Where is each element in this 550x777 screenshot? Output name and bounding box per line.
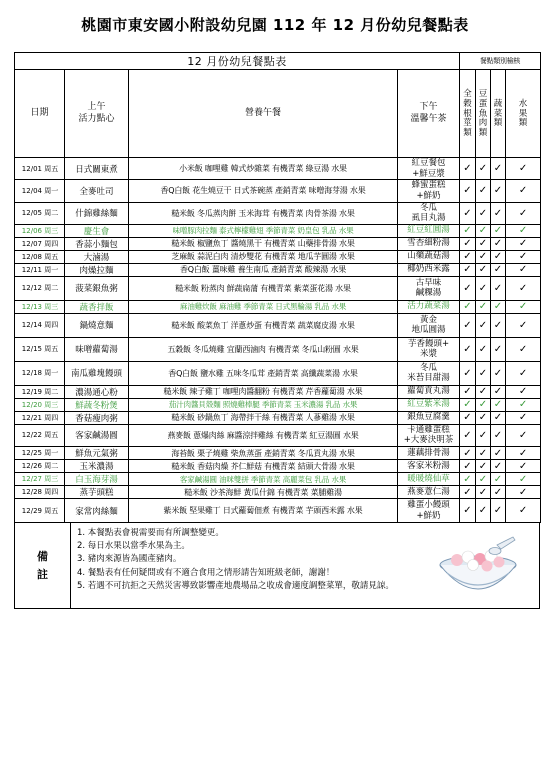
check-mark-cell: ✓ xyxy=(491,263,506,276)
check-mark-cell: ✓ xyxy=(506,447,541,460)
check-mark-cell: ✓ xyxy=(491,398,506,411)
date-cell: 12/13 周三 xyxy=(15,300,65,313)
check-mark-cell: ✓ xyxy=(476,385,491,398)
snack-am-cell: 蒸芋頭糕 xyxy=(65,486,129,499)
check-mark-cell: ✓ xyxy=(491,250,506,263)
check-mark-cell: ✓ xyxy=(460,337,476,361)
date-cell: 12/11 周一 xyxy=(15,263,65,276)
column-snack-pm: 下午 溫馨午茶 xyxy=(398,70,460,158)
check-mark-cell: ✓ xyxy=(506,361,541,385)
snack-pm-cell: 蓮藕排骨湯 xyxy=(398,447,460,460)
note-item: 1. 本餐點表會視需要而有所調整變更。 xyxy=(77,528,224,538)
check-mark-cell: ✓ xyxy=(460,224,476,237)
lunch-cell: 糙米飯 酸菜魚丁 洋蔥炒蛋 有機青菜 蔬菜腐皮湯 水果 xyxy=(129,313,398,337)
check-mark-cell: ✓ xyxy=(491,361,506,385)
check-mark-cell: ✓ xyxy=(476,337,491,361)
snack-am-cell: 大滷湯 xyxy=(65,250,129,263)
table-row xyxy=(15,385,541,398)
lunch-cell: 麻油雞炊飯 麻油雞 季節青菜 日式黑輪湯 乳品 水果 xyxy=(129,300,398,313)
check-mark-cell: ✓ xyxy=(506,499,541,523)
date-cell: 12/06 周三 xyxy=(15,224,65,237)
check-mark-cell: ✓ xyxy=(460,499,476,523)
check-mark-cell: ✓ xyxy=(506,424,541,446)
table-row xyxy=(15,276,541,300)
snack-pm-cell: 椰奶西米露 xyxy=(398,263,460,276)
date-cell: 12/01 周五 xyxy=(15,158,65,180)
table-row xyxy=(15,202,541,224)
check-mark-cell: ✓ xyxy=(460,300,476,313)
table-row xyxy=(15,411,541,424)
date-cell: 12/27 周三 xyxy=(15,473,65,486)
check-mark-cell: ✓ xyxy=(476,424,491,446)
lunch-cell: 糙米飯 冬瓜蒸肉餅 玉米海茸 有機青菜 肉骨茶湯 水果 xyxy=(129,202,398,224)
date-cell: 12/22 周五 xyxy=(15,424,65,446)
snack-am-cell: 鮮魚元氣粥 xyxy=(65,447,129,460)
date-cell: 12/18 周一 xyxy=(15,361,65,385)
check-mark-cell: ✓ xyxy=(491,411,506,424)
snack-am-cell: 日式關東煮 xyxy=(65,158,129,180)
check-mark-cell: ✓ xyxy=(506,486,541,499)
check-mark-cell: ✓ xyxy=(476,237,491,250)
check-mark-cell: ✓ xyxy=(491,385,506,398)
note-item: 3. 豬肉來源皆為國產豬肉。 xyxy=(77,554,182,565)
check-mark-cell: ✓ xyxy=(476,398,491,411)
check-mark-cell: ✓ xyxy=(460,447,476,460)
date-cell: 12/12 周二 xyxy=(15,276,65,300)
check-mark-cell: ✓ xyxy=(491,337,506,361)
lunch-cell: 五穀飯 冬瓜燒雞 宜蘭西滷肉 有機青菜 冬瓜山粉圓 水果 xyxy=(129,337,398,361)
snack-pm-cell: 冬瓜 虱目丸湯 xyxy=(398,202,460,224)
check-mark-cell: ✓ xyxy=(476,313,491,337)
menu-rows xyxy=(15,158,541,523)
date-cell: 12/29 周五 xyxy=(15,499,65,523)
lunch-cell: 香Q白飯 薑味雞 養生南瓜 產銷青菜 酸辣湯 水果 xyxy=(129,263,398,276)
date-cell: 12/08 周五 xyxy=(15,250,65,263)
snack-pm-cell: 雪杏細粉湯 xyxy=(398,237,460,250)
date-cell: 12/14 周四 xyxy=(15,313,65,337)
check-mark-cell: ✓ xyxy=(476,180,491,202)
check-mark-cell: ✓ xyxy=(491,313,506,337)
category-grains: 全 穀 根 莖 類 xyxy=(460,70,476,158)
table-row xyxy=(15,460,541,473)
check-mark-cell: ✓ xyxy=(506,300,541,313)
notes-list xyxy=(77,527,394,593)
check-mark-cell: ✓ xyxy=(491,276,506,300)
snack-am-cell: 鮮蔬冬粉煲 xyxy=(65,398,129,411)
table-row xyxy=(15,337,541,361)
check-mark-cell: ✓ xyxy=(476,486,491,499)
check-mark-cell: ✓ xyxy=(476,361,491,385)
check-mark-cell: ✓ xyxy=(460,180,476,202)
snack-am-cell: 玉米濃湯 xyxy=(65,460,129,473)
date-cell: 12/28 周四 xyxy=(15,486,65,499)
check-mark-cell: ✓ xyxy=(460,202,476,224)
check-mark-cell: ✓ xyxy=(460,237,476,250)
note-item: 4. 餐點表有任何疑問或有不適合食用之情形請告知班級老師，謝謝！ xyxy=(77,567,335,578)
table-row xyxy=(15,398,541,411)
snack-pm-cell: 卡通雞蛋糕 +大麥決明茶 xyxy=(398,424,460,446)
snack-pm-cell: 紅豆餐包 +鮮豆漿 xyxy=(398,158,460,180)
table-row xyxy=(15,180,541,202)
check-mark-cell: ✓ xyxy=(506,460,541,473)
lunch-cell: 海苔飯 栗子燒雞 柴魚蒸蛋 產銷青菜 冬瓜貢丸湯 水果 xyxy=(129,447,398,460)
lunch-cell: 燕麥飯 蔥爆肉絲 麻醬涼拌雞絲 有機青菜 紅豆湯圓 水果 xyxy=(129,424,398,446)
lunch-cell: 糙米飯 香菇肉燥 芥仁鮮菇 有機青菜 結頭大骨湯 水果 xyxy=(129,460,398,473)
check-mark-cell: ✓ xyxy=(506,180,541,202)
lunch-cell: 糙米飯 沙茶海鮮 黃瓜什錦 有機青菜 菜脯雞湯 xyxy=(129,486,398,499)
check-mark-cell: ✓ xyxy=(476,460,491,473)
date-cell: 12/19 周二 xyxy=(15,385,65,398)
check-mark-cell: ✓ xyxy=(460,361,476,385)
check-mark-cell: ✓ xyxy=(460,158,476,180)
snack-am-cell: 客家鹹湯圓 xyxy=(65,424,129,446)
table-row xyxy=(15,447,541,460)
notes-label: 備 註 xyxy=(15,523,71,609)
menu-sheet xyxy=(14,52,540,762)
check-mark-cell: ✓ xyxy=(476,276,491,300)
column-snack-am: 上午 活力點心 xyxy=(65,70,129,158)
lunch-cell: 糙米飯 椒鹽魚丁 醬燒黑干 有機青菜 山藥排骨湯 水果 xyxy=(129,237,398,250)
column-date: 日期 xyxy=(15,70,65,158)
snack-pm-cell: 紅豆紅圓湯 xyxy=(398,224,460,237)
category-protein: 豆 蛋 魚 肉 類 xyxy=(476,70,491,158)
table-row xyxy=(15,361,541,385)
snack-pm-cell: 冬瓜 米苔目甜湯 xyxy=(398,361,460,385)
snack-pm-cell: 蘿蔔貢丸湯 xyxy=(398,385,460,398)
check-mark-cell: ✓ xyxy=(476,263,491,276)
note-item: 5. 若遇不可抗拒之天然災害導致影響產地農場品之收成會適度調整菜單，敬請見諒。 xyxy=(77,580,394,591)
snack-am-cell: 蔬香拌飯 xyxy=(65,300,129,313)
check-mark-cell: ✓ xyxy=(506,263,541,276)
check-mark-cell: ✓ xyxy=(476,300,491,313)
table-row xyxy=(15,300,541,313)
snack-pm-cell: 活力蔬菜湯 xyxy=(398,300,460,313)
note-item: 2. 每日水果以當季水果為主。 xyxy=(77,541,190,552)
lunch-cell: 客家鹹湯圓 油咪雙拼 季節青菜 高麗菜包 乳品 水果 xyxy=(129,473,398,486)
check-mark-cell: ✓ xyxy=(491,180,506,202)
check-mark-cell: ✓ xyxy=(506,473,541,486)
check-mark-cell: ✓ xyxy=(506,237,541,250)
snack-am-cell: 白玉海芽湯 xyxy=(65,473,129,486)
snack-pm-cell: 山藥蔬菇湯 xyxy=(398,250,460,263)
check-mark-cell: ✓ xyxy=(460,385,476,398)
check-mark-cell: ✓ xyxy=(506,313,541,337)
table-row xyxy=(15,224,541,237)
snack-pm-cell: 古早味 鹹粿湯 xyxy=(398,276,460,300)
category-fruit: 水 果 類 xyxy=(506,70,541,158)
notes-section xyxy=(14,523,540,609)
snack-am-cell: 慶生會 xyxy=(65,224,129,237)
lunch-cell: 芝麻飯 蒜泥白肉 清炒雙花 有機青菜 地瓜芋圓湯 水果 xyxy=(129,250,398,263)
snack-am-cell: 全麥吐司 xyxy=(65,180,129,202)
page-title: 桃園市東安國小附設幼兒園 112 年 12 月份幼兒餐點表 xyxy=(81,16,469,34)
date-cell: 12/26 周二 xyxy=(15,460,65,473)
lunch-cell: 味噌豚肉拉麵 泰式檸檬雞翅 季節青菜 奶皇包 乳品 水果 xyxy=(129,224,398,237)
date-cell: 12/04 周一 xyxy=(15,180,65,202)
date-cell: 12/15 周五 xyxy=(15,337,65,361)
check-mark-cell: ✓ xyxy=(506,158,541,180)
table-row xyxy=(15,486,541,499)
check-mark-cell: ✓ xyxy=(476,224,491,237)
check-mark-cell: ✓ xyxy=(506,385,541,398)
table-row xyxy=(15,313,541,337)
check-mark-cell: ✓ xyxy=(491,447,506,460)
check-mark-cell: ✓ xyxy=(506,202,541,224)
check-mark-cell: ✓ xyxy=(476,202,491,224)
snack-am-cell: 什錦雞絲麵 xyxy=(65,202,129,224)
check-mark-cell: ✓ xyxy=(491,499,506,523)
check-mark-cell: ✓ xyxy=(506,398,541,411)
check-mark-cell: ✓ xyxy=(491,237,506,250)
table-row xyxy=(15,499,541,523)
snack-am-cell: 鍋燒意麵 xyxy=(65,313,129,337)
menu-table xyxy=(14,52,541,523)
check-mark-cell: ✓ xyxy=(476,411,491,424)
check-mark-cell: ✓ xyxy=(460,411,476,424)
snack-pm-cell: 暖暖燒仙草 xyxy=(398,473,460,486)
check-mark-cell: ✓ xyxy=(491,486,506,499)
snack-pm-cell: 蜂蜜蛋糕 +鮮奶 xyxy=(398,180,460,202)
snack-pm-cell: 紅豆紫米湯 xyxy=(398,398,460,411)
category-vegetables: 蔬 菜 類 xyxy=(491,70,506,158)
table-row xyxy=(15,250,541,263)
date-cell: 12/21 周四 xyxy=(15,411,65,424)
check-mark-cell: ✓ xyxy=(491,224,506,237)
check-mark-cell: ✓ xyxy=(476,447,491,460)
snack-am-cell: 肉燥拉麵 xyxy=(65,263,129,276)
check-mark-cell: ✓ xyxy=(506,250,541,263)
check-mark-cell: ✓ xyxy=(476,158,491,180)
lunch-cell: 香Q白飯 鹽水雞 五味冬瓜茸 產銷青菜 高纖蔬菜湯 水果 xyxy=(129,361,398,385)
check-mark-cell: ✓ xyxy=(491,300,506,313)
lunch-cell: 糙米飯 粉蒸肉 鮮蔬扁蒲 有機青菜 紫菜蛋花湯 水果 xyxy=(129,276,398,300)
check-mark-cell: ✓ xyxy=(460,460,476,473)
column-lunch: 營養午餐 xyxy=(129,70,398,158)
table-row xyxy=(15,473,541,486)
snack-pm-cell: 雞蛋小饅頭 +鮮奶 xyxy=(398,499,460,523)
date-cell: 12/25 周一 xyxy=(15,447,65,460)
date-cell: 12/20 周三 xyxy=(15,398,65,411)
check-mark-cell: ✓ xyxy=(476,250,491,263)
table-row xyxy=(15,263,541,276)
check-mark-cell: ✓ xyxy=(460,276,476,300)
snack-am-cell: 香菇瘦肉粥 xyxy=(65,411,129,424)
check-mark-cell: ✓ xyxy=(460,424,476,446)
table-row xyxy=(15,424,541,446)
check-mark-cell: ✓ xyxy=(460,398,476,411)
snack-am-cell: 香蒜小麵包 xyxy=(65,237,129,250)
check-mark-cell: ✓ xyxy=(460,313,476,337)
check-mark-cell: ✓ xyxy=(460,250,476,263)
snack-am-cell: 菠菜銀魚粥 xyxy=(65,276,129,300)
check-mark-cell: ✓ xyxy=(491,202,506,224)
snack-am-cell: 家常肉絲麵 xyxy=(65,499,129,523)
snack-pm-cell: 芋香饅頭+ 米漿 xyxy=(398,337,460,361)
tangyuan-bowl-icon xyxy=(437,535,519,595)
lunch-cell: 紫米飯 堅果雞丁 日式蘿蔔佃煮 有機青菜 芋頭西米露 水果 xyxy=(129,499,398,523)
date-cell: 12/07 周四 xyxy=(15,237,65,250)
check-mark-cell: ✓ xyxy=(476,499,491,523)
check-mark-cell: ✓ xyxy=(491,424,506,446)
menu-title: 12 月份幼兒餐點表 xyxy=(15,53,460,70)
check-mark-cell: ✓ xyxy=(460,263,476,276)
table-row xyxy=(15,237,541,250)
lunch-cell: 茄汁肉醬貝殼麵 照燒雞棒腿 季節青菜 玉米濃湯 乳品 水果 xyxy=(129,398,398,411)
snack-pm-cell: 燕麥薏仁湯 xyxy=(398,486,460,499)
check-mark-cell: ✓ xyxy=(491,158,506,180)
lunch-cell: 糙米飯 辣子雞丁 咖哩肉醬翻粉 有機青菜 芹香蘿蔔湯 水果 xyxy=(129,385,398,398)
check-title: 餐點類別檢核 xyxy=(460,53,541,70)
snack-pm-cell: 客家米粉湯 xyxy=(398,460,460,473)
lunch-cell: 香Q白飯 花生燒豆干 日式茶碗蒸 產銷青菜 味噌海芽湯 水果 xyxy=(129,180,398,202)
table-row xyxy=(15,158,541,180)
date-cell: 12/05 周二 xyxy=(15,202,65,224)
snack-am-cell: 濃湯通心粉 xyxy=(65,385,129,398)
check-mark-cell: ✓ xyxy=(506,337,541,361)
lunch-cell: 小米飯 咖哩雞 韓式炒雜菜 有機青菜 綠豆湯 水果 xyxy=(129,158,398,180)
check-mark-cell: ✓ xyxy=(476,473,491,486)
snack-pm-cell: 黃金 地瓜圓湯 xyxy=(398,313,460,337)
snack-am-cell: 南瓜雞塊饅頭 xyxy=(65,361,129,385)
check-mark-cell: ✓ xyxy=(460,486,476,499)
check-mark-cell: ✓ xyxy=(491,460,506,473)
check-mark-cell: ✓ xyxy=(506,411,541,424)
check-mark-cell: ✓ xyxy=(506,276,541,300)
lunch-cell: 糙米飯 砂鍋魚丁 海帶拌干絲 有機青菜 人蔘雞湯 水果 xyxy=(129,411,398,424)
check-mark-cell: ✓ xyxy=(506,224,541,237)
check-mark-cell: ✓ xyxy=(491,473,506,486)
snack-am-cell: 味噌蘿蔔湯 xyxy=(65,337,129,361)
snack-pm-cell: 銀魚豆腐羹 xyxy=(398,411,460,424)
check-mark-cell: ✓ xyxy=(460,473,476,486)
